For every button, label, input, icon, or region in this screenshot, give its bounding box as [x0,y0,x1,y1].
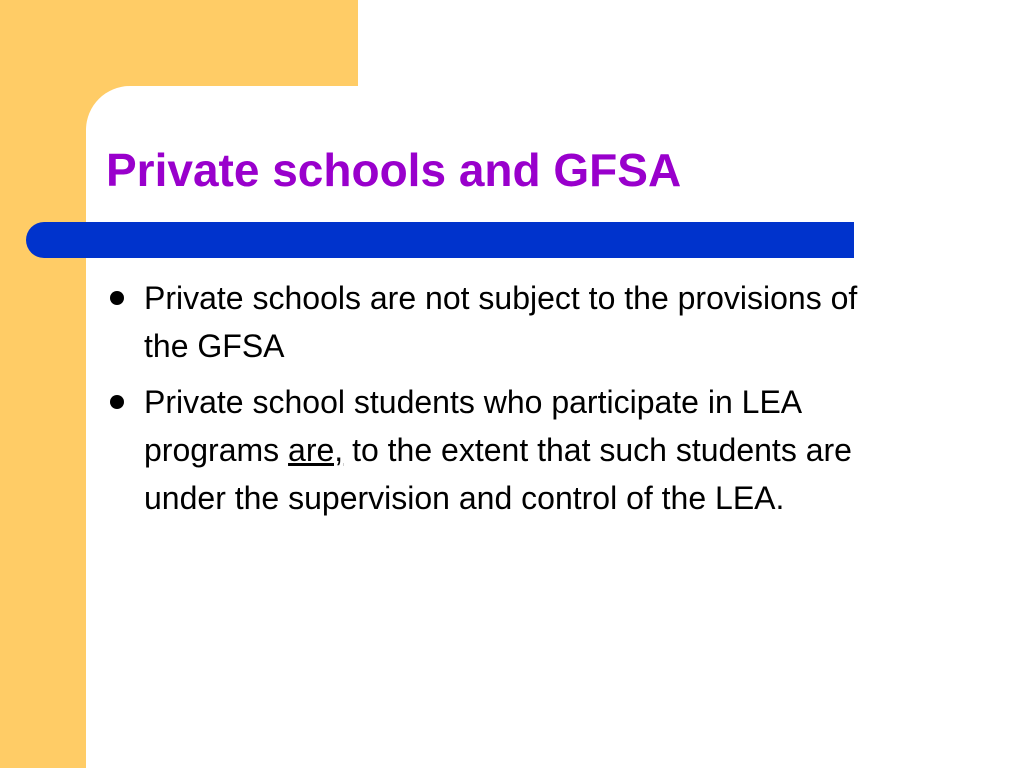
bullet-text: Private schools are not subject to the provisions of the GFSA [144,280,858,364]
bullet-text-end: to the extent that such students are under the supervision and control of the LEA. [144,432,852,516]
bullet-item-2 [106,378,906,522]
bullet-dot-icon [110,395,124,409]
bullet-text-emphasis: are, [288,432,344,468]
bullet-list [106,274,906,530]
bullet-text-start: Private school students who participate in LEA programs [144,384,801,468]
bullet-item-1 [106,274,906,370]
title-divider-bar [26,222,854,258]
bullet-dot-icon [110,291,124,305]
slide-title: Private schools and GFSA [106,144,682,196]
